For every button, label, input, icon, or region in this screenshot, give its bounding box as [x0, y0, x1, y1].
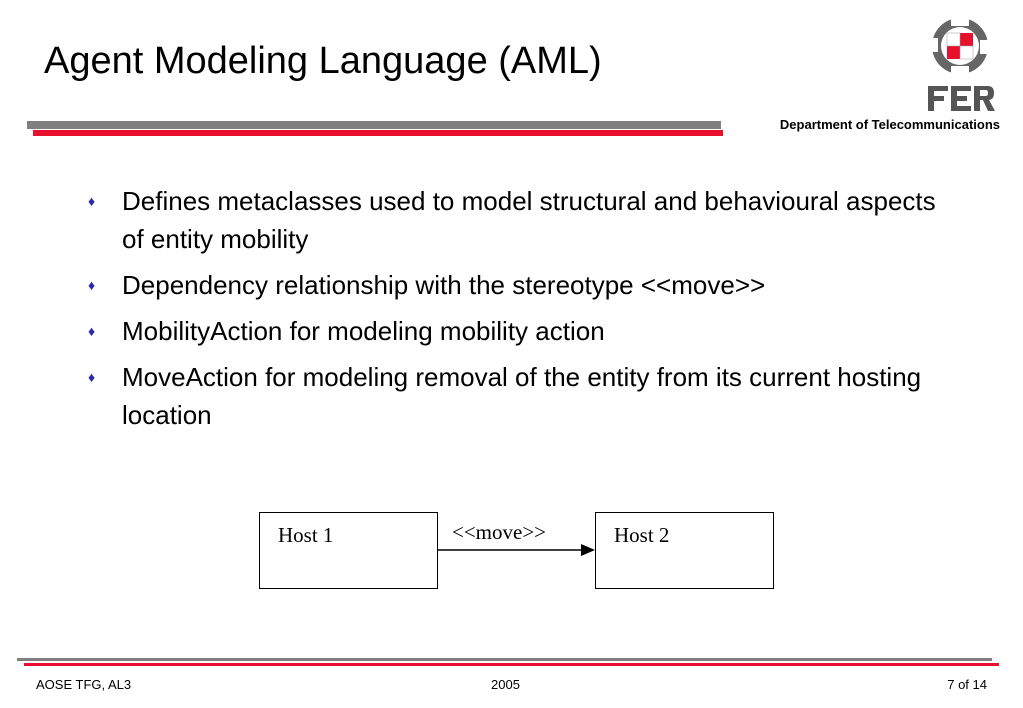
- diamond-bullet-icon: ♦: [88, 323, 96, 339]
- bullet-list: [86, 182, 946, 442]
- department-label: Department of Telecommunications: [779, 117, 1000, 132]
- logo-emblem: [926, 14, 994, 78]
- diamond-bullet-icon: ♦: [88, 277, 96, 293]
- bullet-item: [86, 182, 946, 258]
- fer-logo: [922, 10, 998, 114]
- bullet-item: [86, 358, 946, 434]
- bullet-text: Dependency relationship with the stereotype <<move>>: [122, 270, 766, 300]
- bullet-text: MobilityAction for modeling mobility action: [122, 316, 605, 346]
- move-diagram: [255, 508, 780, 592]
- bullet-text: MoveAction for modeling removal of the entity from its current hosting location: [122, 362, 922, 430]
- bullet-item: [86, 266, 946, 304]
- footer-course: AOSE TFG, AL3: [36, 677, 132, 692]
- footer-rule-red: [24, 663, 999, 666]
- bullet-item: [86, 312, 946, 350]
- diamond-bullet-icon: ♦: [88, 193, 96, 209]
- logo-wordmark: [928, 86, 995, 111]
- host-2-label: Host 2: [614, 523, 670, 547]
- diamond-bullet-icon: ♦: [88, 369, 96, 385]
- bullet-text: Defines metaclasses used to model structural and behavioural aspects of entity mobility: [122, 186, 936, 254]
- footer-rule-gray: [17, 658, 992, 661]
- header-rule-gray: [27, 121, 721, 129]
- header-rule-red: [33, 130, 723, 136]
- host-1-box: [259, 512, 438, 589]
- footer-year: 2005: [491, 677, 520, 692]
- slide-title: Agent Modeling Language (AML): [44, 40, 602, 82]
- host-2-box: [595, 512, 774, 589]
- host-1-label: Host 1: [278, 523, 334, 547]
- move-stereotype-label: <<move>>: [452, 520, 547, 544]
- footer-page-number: 7 of 14: [947, 677, 987, 692]
